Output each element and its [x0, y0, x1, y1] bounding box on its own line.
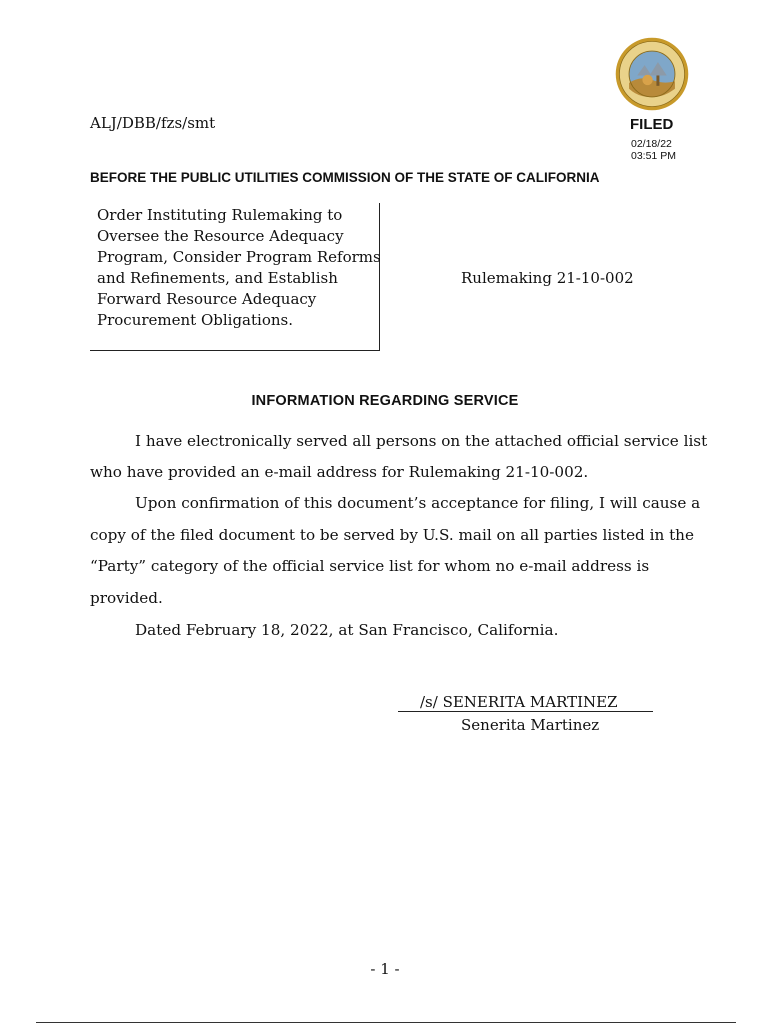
signature-rule	[398, 711, 653, 712]
page-number: - 1 -	[370, 960, 400, 978]
body-paragraph-line: Upon confirmation of this document’s acceptance for filing, I will cause a	[135, 494, 701, 512]
body-paragraph-line: who have provided an e-mail address for Rulemaking 21-10-002.	[90, 463, 589, 481]
caption-title	[97, 205, 382, 331]
body-paragraph-line: I have electronically served all persons on the attached official service list	[135, 432, 708, 450]
proceeding-number: Rulemaking 21-10-002	[461, 269, 634, 287]
body-paragraph-line: “Party” category of the official service list for whom no e-mail address is	[90, 557, 650, 575]
caption-title-line: Procurement Obligations.	[97, 311, 293, 329]
filed-stamp-time: 03:51 PM	[631, 150, 676, 162]
body-paragraph-line: provided.	[90, 589, 163, 607]
filed-stamp-date: 02/18/22	[631, 138, 672, 150]
signature-electronic: /s/ SENERITA MARTINEZ	[420, 693, 618, 711]
body-paragraph-line: copy of the filed document to be served by U.S. mail on all parties listed in the	[90, 526, 694, 544]
section-heading: INFORMATION REGARDING SERVICE	[251, 393, 519, 409]
caption-title-line: Forward Resource Adequacy	[97, 290, 317, 308]
docket-code: ALJ/DBB/fzs/smt	[90, 114, 216, 132]
footer-rule	[36, 1022, 736, 1023]
body-paragraph-line: Dated February 18, 2022, at San Francisco, California.	[135, 621, 559, 639]
caption-title-line: Oversee the Resource Adequacy	[97, 227, 344, 245]
caption-title-line: Order Instituting Rulemaking to	[97, 206, 343, 224]
signature-printed-name: Senerita Martinez	[461, 716, 600, 734]
commission-heading: BEFORE THE PUBLIC UTILITIES COMMISSION OF THE STATE OF CALIFORNIA	[90, 170, 600, 185]
filed-stamp-label: FILED	[630, 116, 674, 133]
state-seal-icon	[615, 37, 689, 111]
caption-title-line: and Refinements, and Establish	[97, 269, 338, 287]
caption-title-line: Program, Consider Program Reforms	[97, 248, 381, 266]
